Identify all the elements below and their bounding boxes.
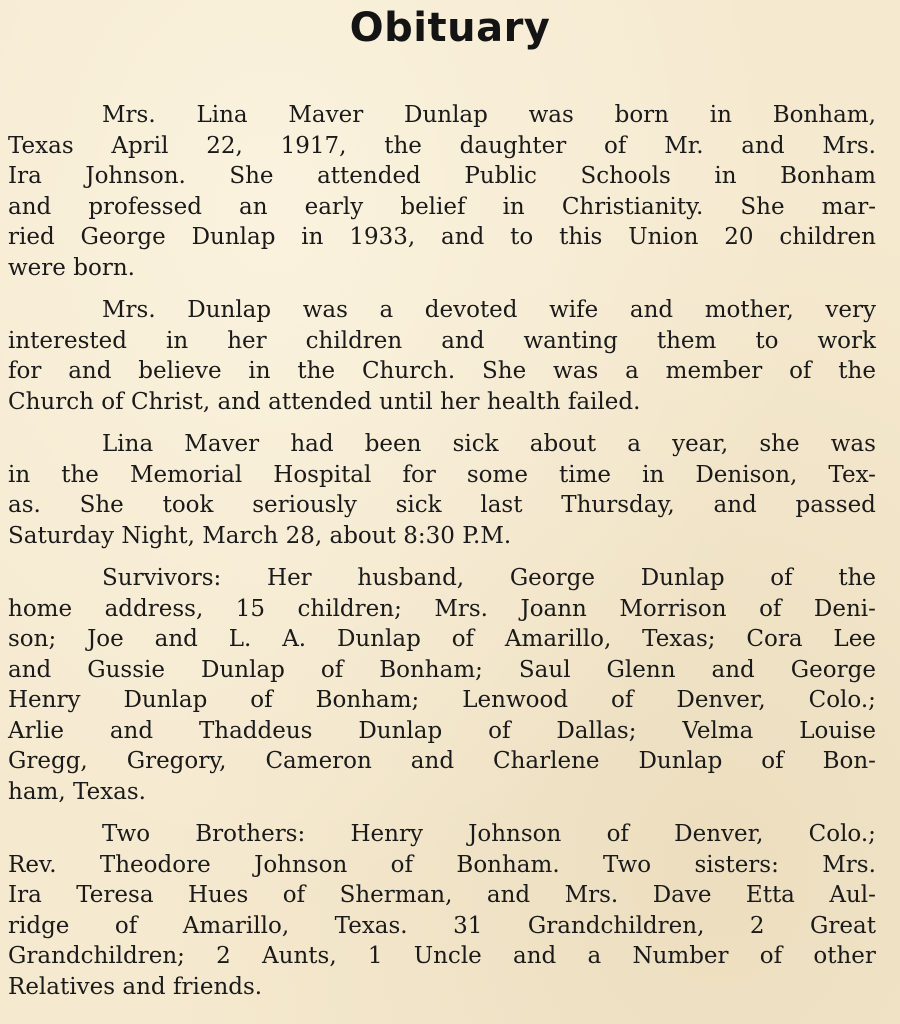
- paragraph: [8, 429, 876, 551]
- text-line: and Gussie Dunlap of Bonham; Saul Glenn and George: [8, 656, 876, 683]
- text-line: Rev. Theodore Johnson of Bonham. Two sisters: Mrs.: [8, 851, 876, 878]
- text-line: ridge of Amarillo, Texas. 31 Grandchildren, 2 Great: [8, 912, 876, 939]
- text-line: for and believe in the Church. She was a member of the: [8, 358, 876, 384]
- text-line: were born.: [8, 254, 135, 281]
- text-line: Texas April 22, 1917, the daughter of Mr. and Mrs.: [8, 132, 876, 159]
- text-line: Grandchildren; 2 Aunts, 1 Uncle and a Number of other: [8, 943, 876, 969]
- text-line: Mrs. Lina Maver Dunlap was born in Bonham,: [102, 102, 876, 128]
- text-line: Survivors: Her husband, George Dunlap of the: [102, 565, 876, 591]
- text-line: Mrs. Dunlap was a devoted wife and mother, very: [102, 297, 876, 323]
- text-line: Henry Dunlap of Bonham; Lenwood of Denver, Colo.;: [8, 687, 876, 713]
- text-line: home address, 15 children; Mrs. Joann Morrison of Deni-: [8, 595, 876, 622]
- text-line: ried George Dunlap in 1933, and to this Union 20 children: [8, 224, 876, 250]
- text-line: Ira Teresa Hues of Sherman, and Mrs. Dave Etta Aul-: [8, 882, 876, 908]
- text-line: in the Memorial Hospital for some time in Denison, Tex-: [8, 461, 876, 488]
- paragraph: [8, 295, 876, 417]
- paragraph: [8, 100, 876, 283]
- paragraph: [8, 563, 876, 807]
- paragraph: [8, 819, 876, 1002]
- text-line: Arlie and Thaddeus Dunlap of Dallas; Velma Louise: [8, 717, 876, 744]
- text-line: Relatives and friends.: [8, 973, 263, 1000]
- text-line: Church of Christ, and attended until her health failed.: [8, 388, 641, 415]
- text-line: ham, Texas.: [8, 778, 146, 805]
- text-line: Lina Maver had been sick about a year, she was: [102, 431, 876, 457]
- text-line: Gregg, Gregory, Cameron and Charlene Dunlap of Bon-: [8, 748, 876, 774]
- text-line: Ira Johnson. She attended Public Schools in Bonham: [8, 163, 876, 189]
- obituary-body: [8, 100, 876, 1014]
- text-line: as. She took seriously sick last Thursday, and passed: [8, 492, 876, 518]
- text-line: and professed an early belief in Christianity. She mar-: [8, 193, 876, 220]
- text-line: Two Brothers: Henry Johnson of Denver, Colo.;: [102, 821, 876, 847]
- text-line: son; Joe and L. A. Dunlap of Amarillo, Texas; Cora Lee: [8, 626, 876, 652]
- page-title: Obituary: [349, 5, 551, 51]
- text-line: Saturday Night, March 28, about 8:30 P.M.: [8, 522, 512, 549]
- text-line: interested in her children and wanting them to work: [8, 327, 876, 354]
